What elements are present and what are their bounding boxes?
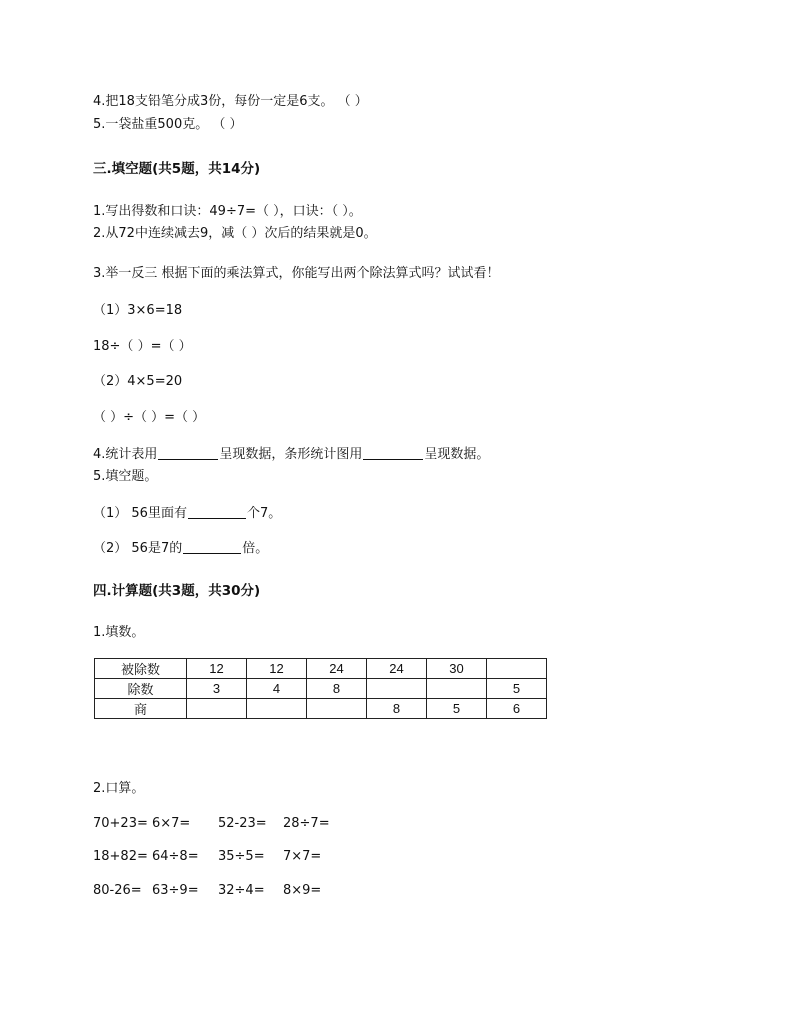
section3-title: 三.填空题(共5题，共14分) xyxy=(93,161,261,177)
oral-problem: 70+23= xyxy=(93,816,148,831)
fill-q5-b-pre: （2） 56是7的 xyxy=(93,541,183,556)
table-row-header: 被除数 xyxy=(95,659,187,679)
table-cell: 3 xyxy=(187,679,247,699)
table-row xyxy=(95,679,547,699)
answer-blank[interactable] xyxy=(158,446,218,460)
table-cell[interactable] xyxy=(487,659,547,679)
fill-q5: 5.填空题。 xyxy=(93,469,158,484)
fill-q3-b-answer: （ ）÷（ ）=（ ） xyxy=(93,410,206,425)
fill-q4-mid: 呈现数据，条形统计图用 xyxy=(219,447,363,462)
division-table xyxy=(94,658,547,719)
answer-blank[interactable] xyxy=(363,446,423,460)
oral-problem: 64÷8= xyxy=(152,849,199,864)
fill-q3-a-answer: 18÷（ ）=（ ） xyxy=(93,339,192,354)
fill-q3-b: （2）4×5=20 xyxy=(93,374,183,389)
table-cell: 5 xyxy=(487,679,547,699)
fill-q2: 2.从72中连续减去9，减（ ）次后的结果就是0。 xyxy=(93,226,377,241)
answer-blank[interactable] xyxy=(188,505,246,519)
calc-q1: 1.填数。 xyxy=(93,625,145,640)
section4-title: 四.计算题(共3题，共30分) xyxy=(93,583,261,599)
oral-problem: 8×9= xyxy=(283,883,322,898)
table-row xyxy=(95,659,547,679)
fill-q5-b xyxy=(93,540,268,558)
fill-q1: 1.写出得数和口诀：49÷7=（ ），口诀：（ ）。 xyxy=(93,204,362,219)
table-cell[interactable] xyxy=(307,699,367,719)
table-cell[interactable] xyxy=(427,679,487,699)
fill-q3: 3.举一反三 根据下面的乘法算式，你能写出两个除法算式吗？试试看！ xyxy=(93,266,500,281)
answer-blank[interactable] xyxy=(183,540,241,554)
table-cell[interactable] xyxy=(247,699,307,719)
fill-q3-a: （1）3×6=18 xyxy=(93,303,183,318)
oral-problem: 35÷5= xyxy=(218,849,265,864)
table-cell: 4 xyxy=(247,679,307,699)
table-row xyxy=(95,699,547,719)
oral-problem: 32÷4= xyxy=(218,883,265,898)
fill-q5-a-pre: （1） 56里面有 xyxy=(93,506,187,521)
fill-q4-pre: 4.统计表用 xyxy=(93,447,158,462)
oral-problem: 18+82= xyxy=(93,849,148,864)
oral-problem: 28÷7= xyxy=(283,816,330,831)
fill-q5-a-post: 个7。 xyxy=(246,506,282,521)
table-cell: 24 xyxy=(307,659,367,679)
oral-problem: 52-23= xyxy=(218,816,267,831)
table-cell: 24 xyxy=(367,659,427,679)
table-cell: 8 xyxy=(307,679,367,699)
judge-q5: 5.一袋盐重500克。 （ ） xyxy=(93,117,243,132)
table-cell: 5 xyxy=(427,699,487,719)
table-cell: 8 xyxy=(367,699,427,719)
oral-problem: 7×7= xyxy=(283,849,322,864)
table-cell: 6 xyxy=(487,699,547,719)
oral-problem: 80-26= xyxy=(93,883,142,898)
fill-q5-b-post: 倍。 xyxy=(242,541,269,556)
table-cell[interactable] xyxy=(187,699,247,719)
oral-problem: 63÷9= xyxy=(152,883,199,898)
table-cell: 12 xyxy=(187,659,247,679)
table-cell: 12 xyxy=(247,659,307,679)
fill-q4 xyxy=(93,446,489,464)
table-row-header: 除数 xyxy=(95,679,187,699)
oral-problem: 6×7= xyxy=(152,816,191,831)
calc-q2: 2.口算。 xyxy=(93,781,145,796)
table-cell[interactable] xyxy=(367,679,427,699)
fill-q4-post: 呈现数据。 xyxy=(424,447,490,462)
table-row-header: 商 xyxy=(95,699,187,719)
table-cell: 30 xyxy=(427,659,487,679)
judge-q4: 4.把18支铅笔分成3份，每份一定是6支。 （ ） xyxy=(93,94,368,109)
fill-q5-a xyxy=(93,505,281,523)
